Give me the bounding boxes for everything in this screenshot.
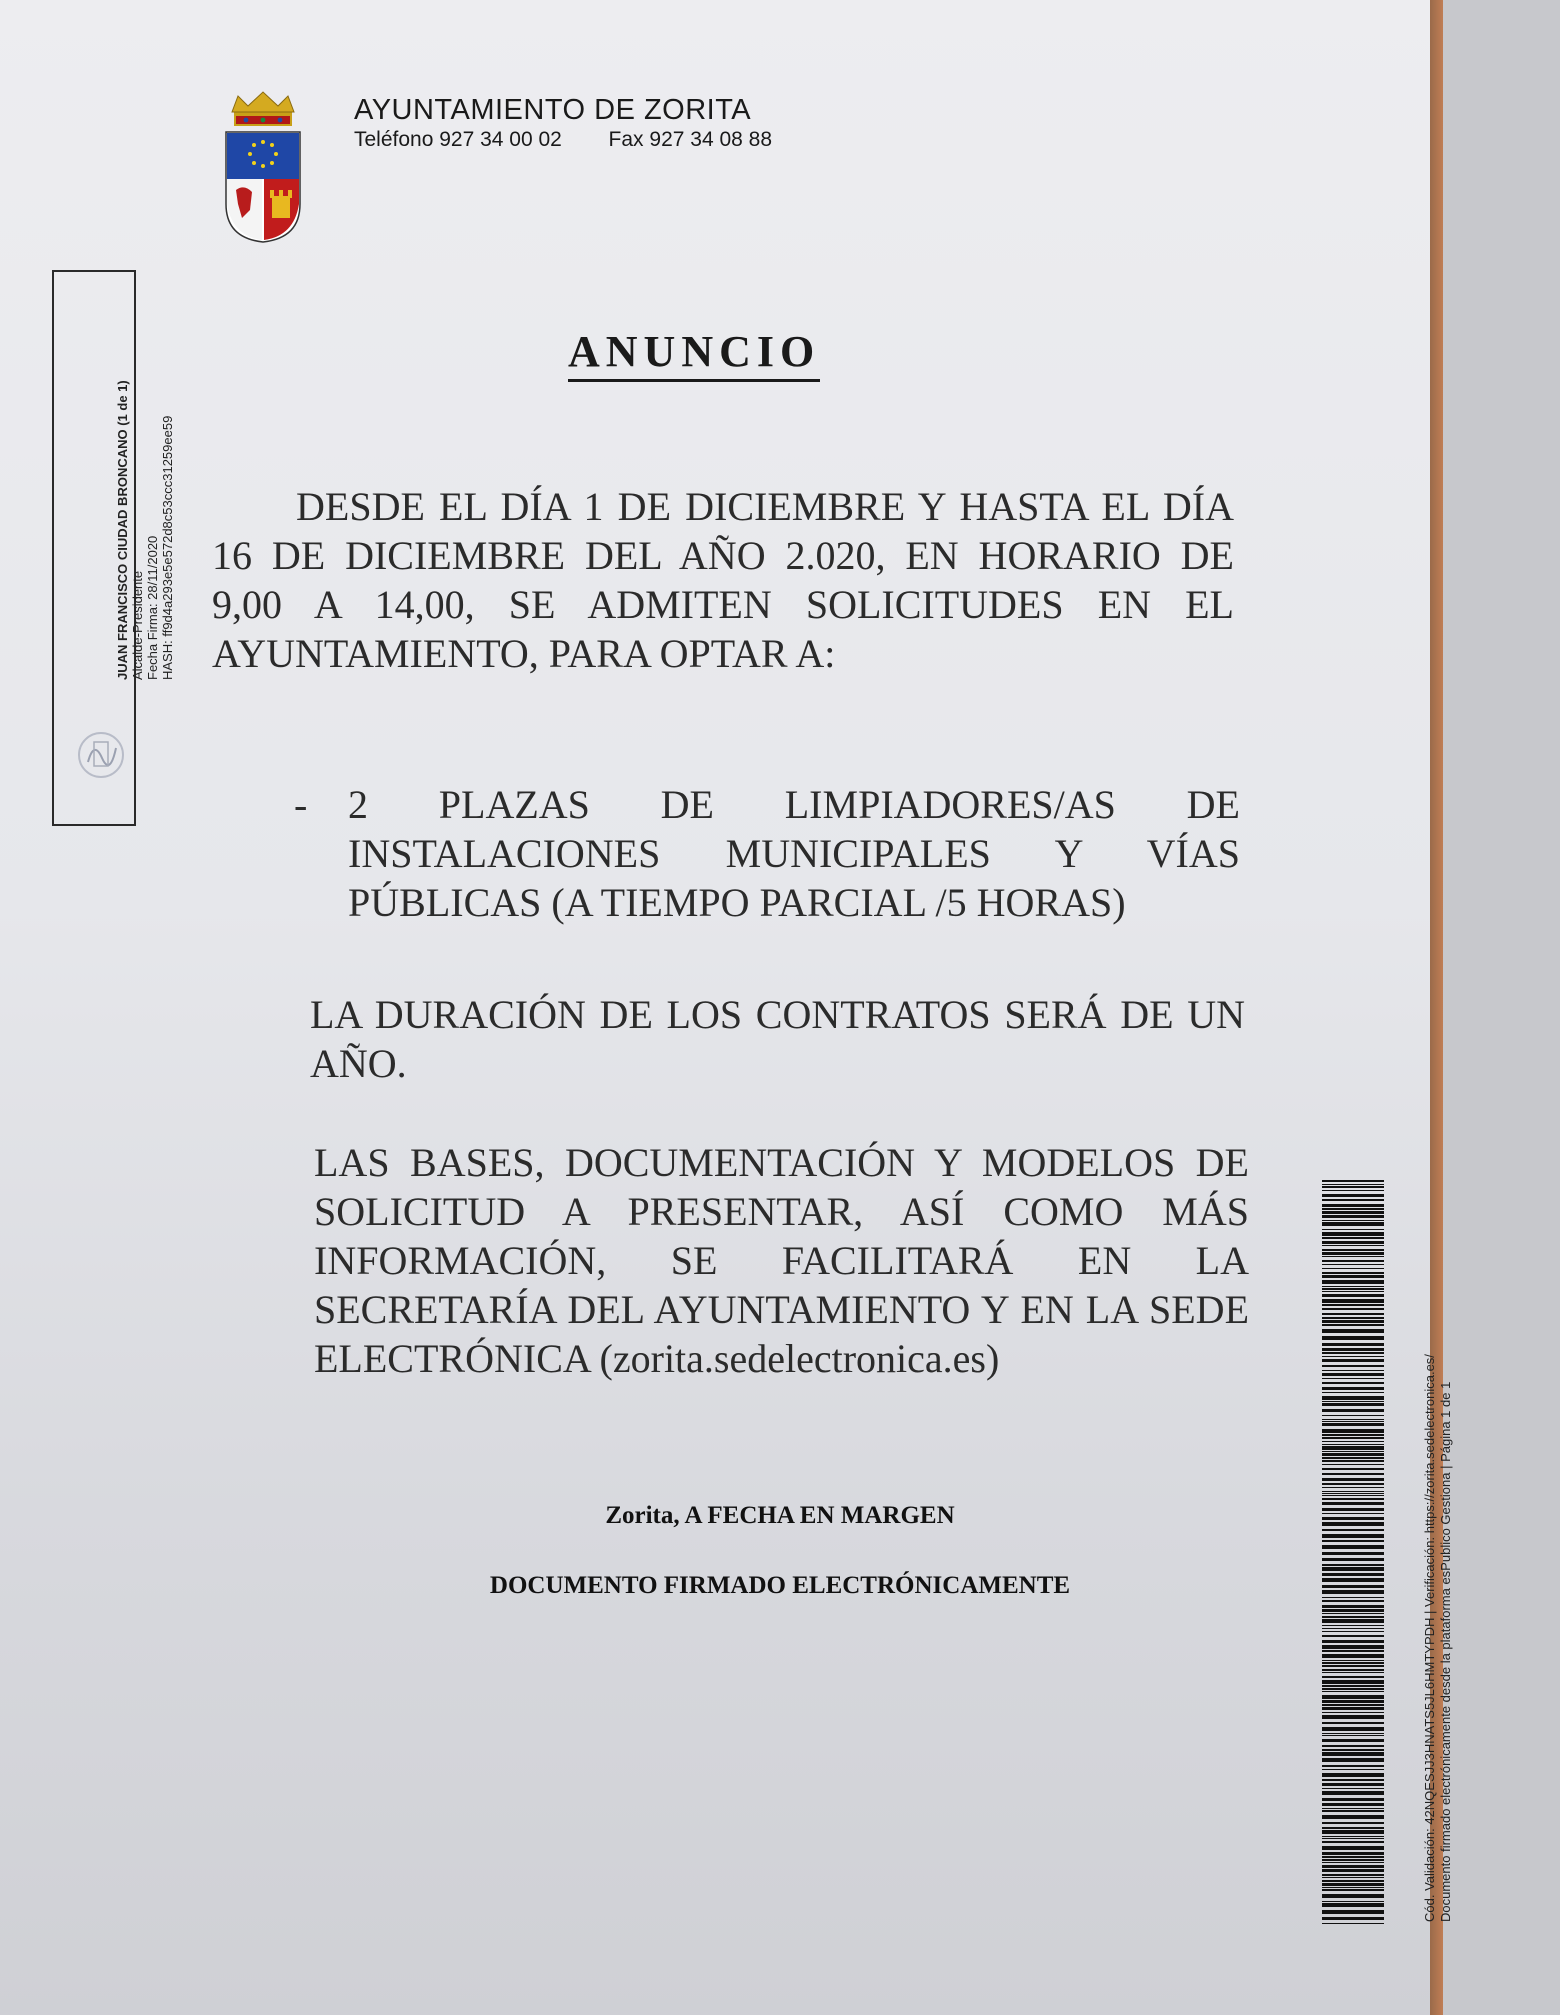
barcode-bar [1322,1695,1384,1699]
barcode-bar [1322,1359,1384,1362]
barcode-bar [1322,1324,1384,1326]
barcode-bar [1322,1803,1384,1806]
barcode-bar [1322,1739,1384,1742]
barcode-bar [1322,1676,1384,1678]
barcode-bar [1322,1208,1384,1210]
barcode-bar [1322,1735,1384,1736]
barcode-bar [1322,1204,1384,1207]
barcode-bar [1322,1529,1384,1531]
contact-line [354,128,772,152]
barcode-bar [1322,1232,1384,1236]
verification-code: Cód. Validación: 42NQESJJ3HNATS5JL6HMTYPDH | Verificación: https://zorita.sedelectronica.es/ [1422,1354,1437,1922]
signature-date: Fecha Firma: 28/11/2020 [145,535,160,680]
barcode-bar [1322,1910,1384,1914]
barcode-bar [1322,1180,1384,1182]
barcode-bar [1322,1838,1384,1839]
barcode-bar [1322,1859,1384,1861]
barcode-bar [1322,1308,1384,1310]
barcode-bar [1322,1669,1384,1671]
list-dash: - [294,782,308,827]
barcode-bar [1322,1600,1384,1602]
barcode-bar [1322,1378,1384,1379]
barcode-bar [1322,1194,1384,1197]
barcode-bar [1322,1365,1384,1367]
barcode-bar [1322,1660,1384,1661]
barcode-bar [1322,1229,1384,1230]
barcode-bar [1322,1856,1384,1858]
barcode-bar [1322,1733,1384,1734]
barcode-bar [1322,1329,1384,1333]
barcode-bar [1322,1680,1384,1684]
barcode-bar [1322,1877,1384,1878]
barcode-bar [1322,1502,1384,1505]
barcode-bar [1322,1288,1384,1290]
barcode-bar [1322,1758,1384,1762]
barcode-bar [1322,1464,1384,1465]
barcode-bar [1322,1401,1384,1402]
barcode-bar [1322,1272,1384,1274]
barcode-bar [1322,1613,1384,1614]
barcode-bar [1322,1460,1384,1462]
barcode-bar [1322,1396,1384,1400]
barcode-bar [1322,1889,1384,1891]
barcode-bar [1322,1392,1384,1393]
barcode-bar [1322,1409,1384,1412]
barcode-bar [1322,1317,1384,1319]
barcode-bar [1322,1487,1384,1488]
barcode-bar [1322,1605,1384,1608]
barcode-bar [1322,1650,1384,1652]
barcode-bar [1322,1815,1384,1819]
barcode-bar [1322,1245,1384,1246]
barcode-bar [1322,1215,1384,1218]
phone-number: Teléfono 927 34 00 02 [354,128,562,151]
barcode-bar [1322,1478,1384,1481]
barcode-bar [1322,1597,1384,1598]
barcode-bar [1322,1752,1384,1756]
barcode-bar [1322,1495,1384,1496]
barcode-bar [1322,1619,1384,1623]
barcode-bar [1322,1468,1384,1470]
barcode-bar [1322,1691,1384,1692]
barcode-bar [1322,1883,1384,1886]
barcode-bar [1322,1294,1384,1297]
barcode-bar [1322,1437,1384,1439]
barcode-bar [1322,1493,1384,1494]
barcode-bar [1322,1387,1384,1390]
barcode-bar [1322,1540,1384,1542]
barcode-bar [1322,1222,1384,1226]
barcode-bar [1322,1352,1384,1354]
barcode-bar [1322,1370,1384,1371]
barcode-bar [1322,1722,1384,1724]
barcode-bar [1322,1299,1384,1303]
barcode-bar [1322,1564,1384,1566]
barcode-bar [1322,1645,1384,1649]
barcode-bar [1322,1830,1384,1834]
barcode-bar [1322,1685,1384,1687]
verification-text [1422,1162,1454,1922]
barcode-bar [1322,1256,1384,1257]
barcode-bar [1322,1304,1384,1306]
barcode-bar [1322,1841,1384,1843]
verification-platform: Documento firmado electrónicamente desde la plataforma esPublico Gestiona | Página 1 de 1 [1438,1381,1453,1922]
barcode-bar [1322,1880,1384,1882]
barcode-bar [1322,1373,1384,1376]
barcode-bar [1322,1688,1384,1690]
barcode-bar [1322,1434,1384,1436]
barcode-bar [1322,1635,1384,1637]
barcode-bar [1322,1917,1384,1920]
barcode-bar [1322,1444,1384,1445]
barcode-bar [1322,1769,1384,1770]
barcode-bar [1322,1313,1384,1315]
barcode-bar [1322,1190,1384,1191]
barcode-bar [1322,1429,1384,1433]
barcode-bar [1322,1715,1384,1719]
barcode-bar [1322,1280,1384,1284]
barcode-bar [1322,1199,1384,1201]
barcode-bar [1322,1498,1384,1500]
coat-of-arms-icon [220,92,306,244]
barcode-bar [1322,1869,1384,1872]
barcode-bar [1322,1874,1384,1876]
barcode-bar [1322,1534,1384,1538]
barcode-bar [1322,1275,1384,1278]
barcode-bar [1322,1348,1384,1351]
barcode-bar [1322,1578,1384,1582]
barcode-bar [1322,1590,1384,1594]
barcode-bar [1322,1704,1384,1706]
barcode-bar [1322,1822,1384,1824]
barcode-bar [1322,1672,1384,1673]
barcode-bar [1322,1260,1384,1262]
barcode-bar [1322,1291,1384,1292]
barcode-bar [1322,1628,1384,1629]
signed-note: DOCUMENTO FIRMADO ELECTRÓNICAMENTE [489,1572,1071,1599]
barcode-bar [1322,1441,1384,1442]
barcode-bar [1322,1186,1384,1188]
positions-text: 2 PLAZAS DE LIMPIADORES/AS DE INSTALACIONES MUNICIPALES Y VÍAS PÚBLICAS (A TIEMPO PARCIAL /5 HORAS) [348,782,1240,925]
signer-name: JUAN FRANCISCO CIUDAD BRONCANO (1 de 1) [115,380,130,680]
organization-name: AYUNTAMIENTO DE ZORITA [354,94,752,126]
barcode-bar [1322,1616,1384,1618]
barcode-bar [1322,1268,1384,1269]
barcode-bar [1322,1184,1384,1185]
barcode-bar [1322,1773,1384,1777]
barcode-bar [1322,1491,1384,1492]
barcode-bar [1322,1865,1384,1868]
barcode-bar [1322,1423,1384,1426]
barcode-bar [1322,1336,1384,1340]
barcode-bar [1322,1810,1384,1812]
barcode-bar [1322,1241,1384,1244]
barcode-bar [1322,1745,1384,1747]
barcode-bar [1322,1791,1384,1795]
positions-list-item [294,780,1240,927]
barcode-bar [1322,1453,1384,1456]
barcode-bar [1322,1808,1384,1809]
barcode-bar [1322,1852,1384,1855]
fax-number: Fax 927 34 08 88 [608,128,773,151]
signer-role: Alcalde-Presidente [130,570,145,680]
barcode-bar [1322,1749,1384,1751]
barcode-bar [1322,1788,1384,1789]
barcode-bar [1322,1625,1384,1626]
signature-stamp-icon [74,728,128,782]
barcode-bar [1322,1419,1384,1420]
barcode-bar [1322,1923,1384,1924]
barcode-bar [1322,1901,1384,1902]
notice-title: ANUNCIO [568,326,820,382]
duration-paragraph: LA DURACIÓN DE LOS CONTRATOS SERÁ DE UN AÑO. [310,992,1245,1086]
barcode-bar [1322,1887,1384,1888]
barcode-bar [1322,1382,1384,1384]
barcode-bar [1322,1513,1384,1514]
barcode-bar [1322,1567,1384,1571]
signature-hash: HASH: ff9d4a293e5e572d8c53ccc31259ee59 [160,415,175,680]
barcode-bar [1322,1585,1384,1588]
barcode-bar [1322,1517,1384,1520]
barcode-bar [1322,1264,1384,1265]
barcode-bar [1322,1211,1384,1214]
barcode-bar [1322,1451,1384,1452]
barcode-bar [1322,1783,1384,1786]
barcode-bar [1322,1473,1384,1475]
barcode-icon [1322,1180,1384,1925]
barcode-bar [1322,1798,1384,1801]
barcode-bar [1322,1320,1384,1323]
barcode-bar [1322,1237,1384,1239]
barcode-bar [1322,1727,1384,1731]
barcode-bar [1322,1779,1384,1781]
barcode-bar [1322,1640,1384,1643]
barcode-bar [1322,1545,1384,1549]
barcode-bar [1322,1421,1384,1422]
barcode-bar [1322,1631,1384,1632]
barcode-bar [1322,1403,1384,1406]
barcode-bar [1322,1846,1384,1850]
barcode-bar [1322,1654,1384,1658]
barcode-bar [1322,1558,1384,1561]
barcode-bar [1322,1707,1384,1710]
barcode-bar [1322,1457,1384,1459]
barcode-bar [1322,1252,1384,1255]
barcode-bar [1322,1665,1384,1667]
barcode-bar [1322,1712,1384,1713]
barcode-bar [1322,1700,1384,1703]
barcode-bar [1322,1522,1384,1526]
barcode-bar [1322,1662,1384,1664]
barcode-bar [1322,1573,1384,1576]
barcode-bar [1322,1552,1384,1555]
barcode-bar [1322,1343,1384,1346]
barcode-bar [1322,1415,1384,1416]
signature-text [115,340,175,680]
barcode-bar [1322,1862,1384,1863]
barcode-bar [1322,1827,1384,1829]
barcode-bar [1322,1836,1384,1837]
barcode-bar [1322,1446,1384,1450]
opening-paragraph: DESDE EL DÍA 1 DE DICIEMBRE Y HASTA EL DÍA 16 DE DICIEMBRE DEL AÑO 2.020, EN HORARIO DE 9,00 A 14,00, SE ADMITEN SOLICITUDES EN EL AYUNTAMIENTO, PARA OPTAR A: [212,484,1234,676]
barcode-bar [1322,1609,1384,1612]
barcode-bar [1322,1765,1384,1767]
barcode-bar [1322,1356,1384,1357]
information-paragraph: LAS BASES, DOCUMENTACIÓN Y MODELOS DE SOLICITUD A PRESENTAR, ASÍ COMO MÁS INFORMACIÓN, SE FACILITARÁ EN LA SECRETARÍA DEL AYUNTAMIENTO Y EN LA SEDE ELECTRÓNICA (zorita.sedelectronica.es) [314,1140,1249,1381]
barcode-bar [1322,1483,1384,1485]
barcode-bar [1322,1249,1384,1251]
barcode-bar [1322,1508,1384,1511]
place-date: Zorita, A FECHA EN MARGEN [605,1502,955,1529]
barcode-bar [1322,1220,1384,1221]
barcode-bar [1322,1894,1384,1898]
barcode-bar [1322,1903,1384,1907]
barcode-bar [1322,1286,1384,1287]
